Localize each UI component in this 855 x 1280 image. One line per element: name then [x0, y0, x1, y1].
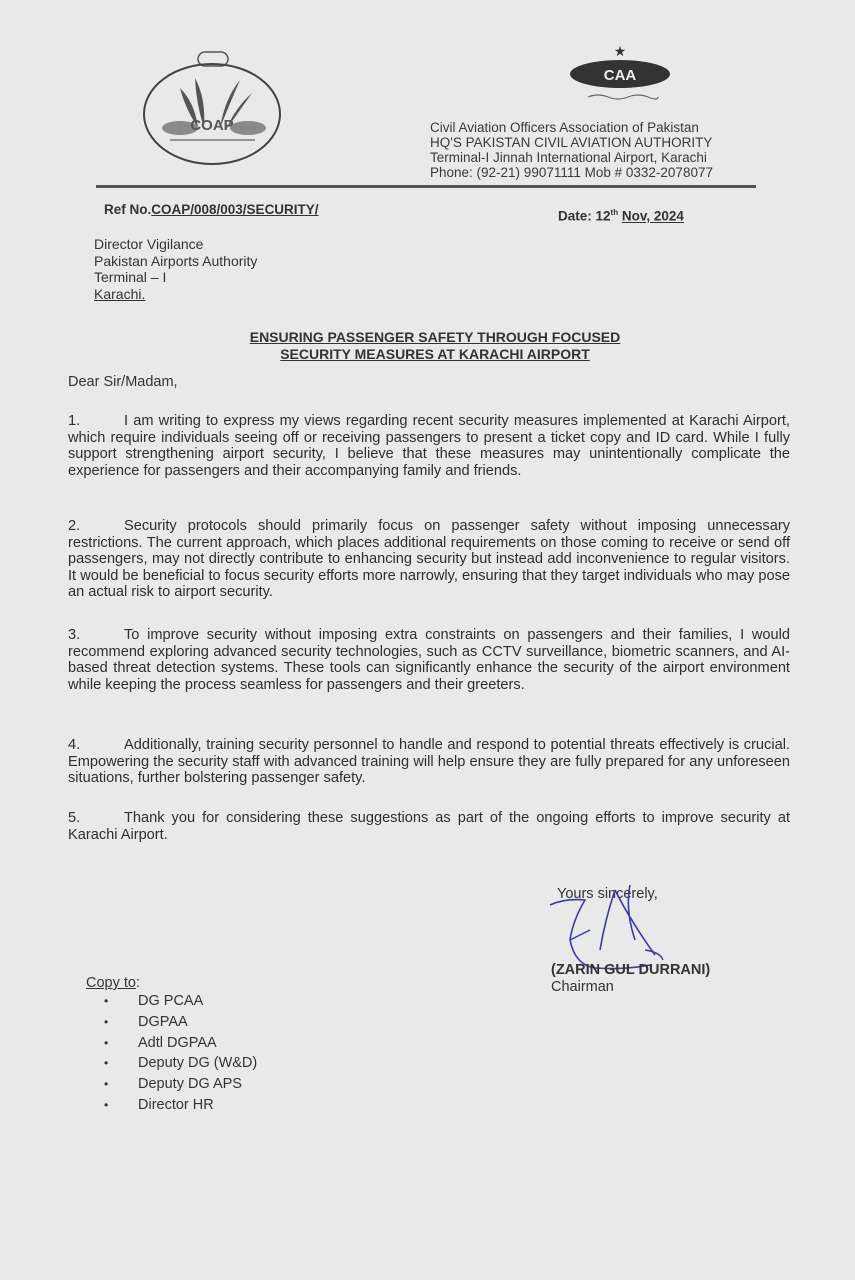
org-phone: Phone: (92-21) 99071111 Mob # 0332-2078077: [430, 165, 713, 180]
paragraph-1: [68, 413, 790, 479]
copy-to-item-text: Deputy DG APS: [138, 1076, 242, 1093]
recipient-address: [94, 236, 257, 302]
letterhead-address: [430, 120, 713, 180]
recipient-line: Pakistan Airports Authority: [94, 252, 258, 269]
copy-to-item: [86, 1053, 257, 1074]
svg-text:COAP: COAP: [190, 117, 234, 134]
recipient-line: Director Vigilance: [94, 236, 204, 252]
caa-logo: [568, 42, 678, 112]
recipient-line: Terminal – I: [94, 269, 167, 285]
date-sup: th: [610, 208, 619, 217]
copy-to-item: [86, 1033, 257, 1054]
copy-to-item-text: DGPAA: [138, 1013, 188, 1030]
copy-to-item-text: Deputy DG (W&D): [138, 1055, 258, 1072]
letter-date: [558, 208, 684, 224]
paragraph-5: [68, 810, 790, 843]
copy-to: Copy to: • DG PCAA • DGPAA • Adtl DGPAA • Deputy DG (W&D) • Deputy DG APS • Director HR: [86, 975, 257, 1116]
signatory-title: Chairman: [551, 979, 614, 995]
date-value: Nov, 2024: [621, 208, 684, 224]
copy-to-label: Copy to: [86, 975, 136, 991]
paragraph-number: 2.: [68, 518, 81, 534]
valediction: Yours sincerely,: [557, 886, 658, 902]
paragraph-text: Additionally, training security personnel to handle and respond to potential threats effectively is crucial. Empowering the security staff with advanced training will help ensure they are fully prepared for any unforeseen situations, further bolstering passenger safety.: [68, 737, 790, 787]
paragraph-2: [68, 518, 790, 601]
copy-to-item: [86, 1095, 257, 1116]
copy-to-item: [86, 1074, 257, 1095]
org-hq: HQ'S PAKISTAN CIVIL AVIATION AUTHORITY: [430, 135, 713, 150]
salutation: Dear Sir/Madam,: [68, 374, 178, 390]
ref-label: Ref No.: [104, 202, 152, 217]
copy-to-item-text: DG PCAA: [138, 993, 204, 1009]
signatory-name: (ZARIN GUL DURRANI): [551, 962, 711, 978]
paragraph-3: [68, 627, 790, 693]
svg-text:CAA: CAA: [603, 67, 637, 84]
paragraph-4: [68, 737, 790, 787]
copy-to-item: [86, 991, 257, 1012]
paragraph-text: I am writing to express my views regarding recent security measures implemented at Karachi Airport, which require individuals seeing off or receiving passengers to present a ticket copy and ID card. While I fully support strengthening airport security, I believe that these measures may unintentionally complicate the experience for passengers and their accompanying family and friends.: [68, 413, 790, 479]
subject-line: SECURITY MEASURES AT KARACHI AIRPORT: [280, 346, 590, 362]
paragraph-number: 1.: [68, 413, 81, 429]
recipient-line: Karachi.: [94, 285, 146, 302]
svg-text:★: ★: [613, 43, 627, 59]
paragraph-text: Thank you for considering these suggestions as part of the ongoing efforts to improve security at Karachi Airport.: [68, 810, 790, 843]
paragraph-text: Security protocols should primarily focus on passenger safety without imposing unnecessary restrictions. The current approach, which places additional requirements on those coming to receive or send off passengers, may not directly contribute to enhancing security but instead add inconvenience to regular visitors. It would be beneficial to focus security efforts more narrowly, ensuring that they target individuals who may pose an actual risk to airport security.: [68, 518, 790, 601]
date-label: Date: 12: [558, 208, 611, 224]
copy-to-item-text: Director HR: [138, 1096, 214, 1113]
header-divider: [96, 185, 756, 188]
subject-line: ENSURING PASSENGER SAFETY THROUGH FOCUSED: [249, 329, 621, 345]
coap-logo: [140, 48, 285, 173]
paragraph-number: 4.: [68, 737, 81, 753]
reference-number: [104, 202, 319, 217]
org-name: Civil Aviation Officers Association of Pakistan: [430, 120, 699, 135]
paragraph-text: To improve security without imposing extra constraints on passengers and their families, I would recommend exploring advanced security technologies, such as CCTV surveillance, biometric scanners, and AI-based threat detection systems. These tools can significantly enhance the security of the airport environment while keeping the process seamless for passengers and their greeters.: [68, 627, 790, 693]
copy-to-item: [86, 1012, 257, 1033]
ref-value: COAP/008/003/SECURITY/: [151, 202, 319, 217]
copy-to-item-text: Adtl DGPAA: [138, 1034, 217, 1051]
paragraph-number: 5.: [68, 810, 81, 826]
subject: [140, 329, 730, 363]
org-address: Terminal-I Jinnah International Airport, Karachi: [430, 150, 707, 165]
paragraph-number: 3.: [68, 627, 81, 643]
